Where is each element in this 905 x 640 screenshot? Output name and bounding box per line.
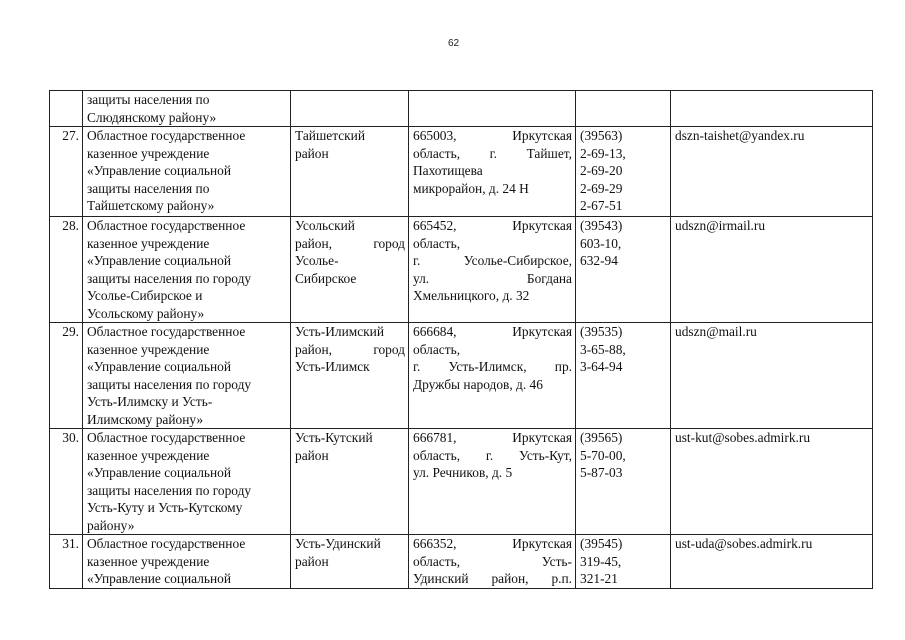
address-line: область, г. Усть-Кут, (413, 447, 572, 463)
name-line: Тайшетскому району» (87, 198, 215, 213)
address-line: Удинский район, р.п. (413, 571, 572, 586)
address-line: область, Усть- (413, 553, 572, 569)
district-line: район (295, 145, 329, 161)
phones-line: (39563) (580, 128, 623, 143)
address-line: Дружбы народов, д. 46 (413, 376, 543, 392)
name-line: защиты населения по городу (87, 376, 252, 392)
table-row (50, 217, 873, 323)
address-line: ул. Богдана (413, 270, 572, 286)
district-line: Усть-Кутский (295, 430, 373, 445)
phones-line: (39535) (580, 324, 623, 339)
phone-cell (576, 535, 671, 589)
row-number: 31. (62, 536, 79, 551)
district-cell (291, 535, 409, 589)
email-cell (671, 535, 873, 589)
phones-line: 3-64-94 (580, 359, 623, 374)
name-line: защиты населения по (87, 92, 210, 107)
table-row (50, 91, 873, 127)
name-line: казенное учреждение (87, 341, 210, 357)
address-line: микрорайон, д. 24 Н (413, 180, 529, 196)
address-line: 666684, Иркутская (413, 324, 572, 339)
name-line: «Управление социальной (87, 253, 232, 268)
name-line: казенное учреждение (87, 235, 210, 251)
table-body (50, 91, 873, 589)
row-number: 27. (62, 128, 79, 143)
address-line: область, г. Тайшет, (413, 145, 572, 161)
name-line: казенное учреждение (87, 553, 210, 569)
name-line: защиты населения по городу (87, 270, 252, 286)
name-line: защиты населения по (87, 180, 210, 196)
phones-line: (39543) (580, 218, 623, 233)
name-line: Слюдянскому району» (87, 109, 217, 125)
phones-line: 321-21 (580, 571, 618, 586)
row-number-cell (50, 217, 83, 323)
address-cell (409, 535, 576, 589)
name-line: Областное государственное (87, 218, 246, 233)
address-cell (409, 429, 576, 535)
institution-name-cell (83, 429, 291, 535)
institution-name-cell (83, 91, 291, 127)
phones-line: 632-94 (580, 253, 618, 268)
address-cell (409, 217, 576, 323)
email-address: ust-kut@sobes.admirk.ru (675, 430, 811, 445)
email-address: ust-uda@sobes.admirk.ru (675, 536, 813, 551)
district-cell (291, 217, 409, 323)
phone-cell (576, 323, 671, 429)
address-line: г. Усолье-Сибирское, (413, 253, 572, 268)
phones-line: 2-69-20 (580, 163, 623, 178)
row-number-cell (50, 91, 83, 127)
name-line: Усолье-Сибирское и (87, 288, 203, 303)
district-cell (291, 429, 409, 535)
name-line: «Управление социальной (87, 465, 232, 480)
row-number: 29. (62, 324, 79, 339)
district-line: район (295, 553, 329, 569)
district-line: Усть-Илимский (295, 324, 385, 339)
email-cell (671, 429, 873, 535)
address-line: 666352, Иркутская (413, 536, 572, 551)
phones-line: 2-69-29 (580, 180, 623, 196)
name-line: Усть-Илимску и Усть- (87, 394, 213, 409)
institution-name-cell (83, 535, 291, 589)
name-line: защиты населения по городу (87, 482, 252, 498)
phones-line: 603-10, (580, 235, 622, 251)
address-line: Пахотищева (413, 163, 483, 178)
phone-cell (576, 91, 671, 127)
address-line: область, (413, 341, 461, 357)
email-address: udszn@irmail.ru (675, 218, 766, 233)
district-cell (291, 127, 409, 217)
table-row (50, 323, 873, 429)
row-number-cell (50, 429, 83, 535)
district-line: район, город (295, 341, 405, 357)
page-number: 62 (448, 38, 460, 49)
table-row (50, 127, 873, 217)
phones-line: 3-65-88, (580, 341, 626, 357)
phone-cell (576, 429, 671, 535)
address-line: 665003, Иркутская (413, 128, 572, 143)
row-number-cell (50, 323, 83, 429)
district-line: Усть-Илимск (295, 359, 370, 374)
name-line: казенное учреждение (87, 145, 210, 161)
address-line: Хмельницкого, д. 32 (413, 288, 530, 303)
institution-name-cell (83, 323, 291, 429)
name-line: Усть-Куту и Усть-Кутскому (87, 500, 243, 515)
district-cell (291, 323, 409, 429)
phones-line: 5-70-00, (580, 447, 626, 463)
address-cell (409, 323, 576, 429)
name-line: казенное учреждение (87, 447, 210, 463)
email-cell (671, 127, 873, 217)
name-line: Областное государственное (87, 430, 246, 445)
name-line: Областное государственное (87, 536, 246, 551)
address-cell (409, 91, 576, 127)
name-line: «Управление социальной (87, 359, 232, 374)
name-line: Областное государственное (87, 128, 246, 143)
district-line: район, город (295, 235, 405, 251)
phone-cell (576, 127, 671, 217)
email-cell (671, 323, 873, 429)
address-cell (409, 127, 576, 217)
email-cell (671, 91, 873, 127)
row-number-cell (50, 127, 83, 217)
table-row (50, 429, 873, 535)
name-line: району» (87, 517, 135, 533)
institution-name-cell (83, 127, 291, 217)
row-number: 30. (62, 430, 79, 445)
phones-line: (39545) (580, 536, 623, 551)
name-line: Областное государственное (87, 324, 246, 339)
table-row (50, 535, 873, 589)
address-line: г. Усть-Илимск, пр. (413, 359, 572, 374)
email-address: dszn-taishet@yandex.ru (675, 128, 805, 143)
district-line: Тайшетский (295, 128, 366, 143)
phones-line: 5-87-03 (580, 465, 623, 480)
row-number: 28. (62, 218, 79, 233)
institutions-table (49, 90, 873, 589)
address-line: область, (413, 235, 461, 251)
name-line: Илимскому району» (87, 411, 204, 427)
email-address: udszn@mail.ru (675, 324, 757, 339)
email-cell (671, 217, 873, 323)
institution-name-cell (83, 217, 291, 323)
phones-line: (39565) (580, 430, 623, 445)
phone-cell (576, 217, 671, 323)
row-number-cell (50, 535, 83, 589)
name-line: «Управление социальной (87, 571, 232, 586)
district-line: Усть-Удинский (295, 536, 381, 551)
phones-line: 2-69-13, (580, 145, 626, 161)
phones-line: 2-67-51 (580, 198, 623, 213)
district-cell (291, 91, 409, 127)
district-line: Сибирское (295, 270, 357, 286)
name-line: Усольскому району» (87, 305, 205, 321)
address-line: 666781, Иркутская (413, 430, 572, 445)
district-line: район (295, 447, 329, 463)
district-line: Усолье- (295, 253, 339, 268)
address-line: ул. Речников, д. 5 (413, 465, 513, 480)
district-line: Усольский (295, 218, 355, 233)
name-line: «Управление социальной (87, 163, 232, 178)
phones-line: 319-45, (580, 553, 622, 569)
address-line: 665452, Иркутская (413, 218, 572, 233)
